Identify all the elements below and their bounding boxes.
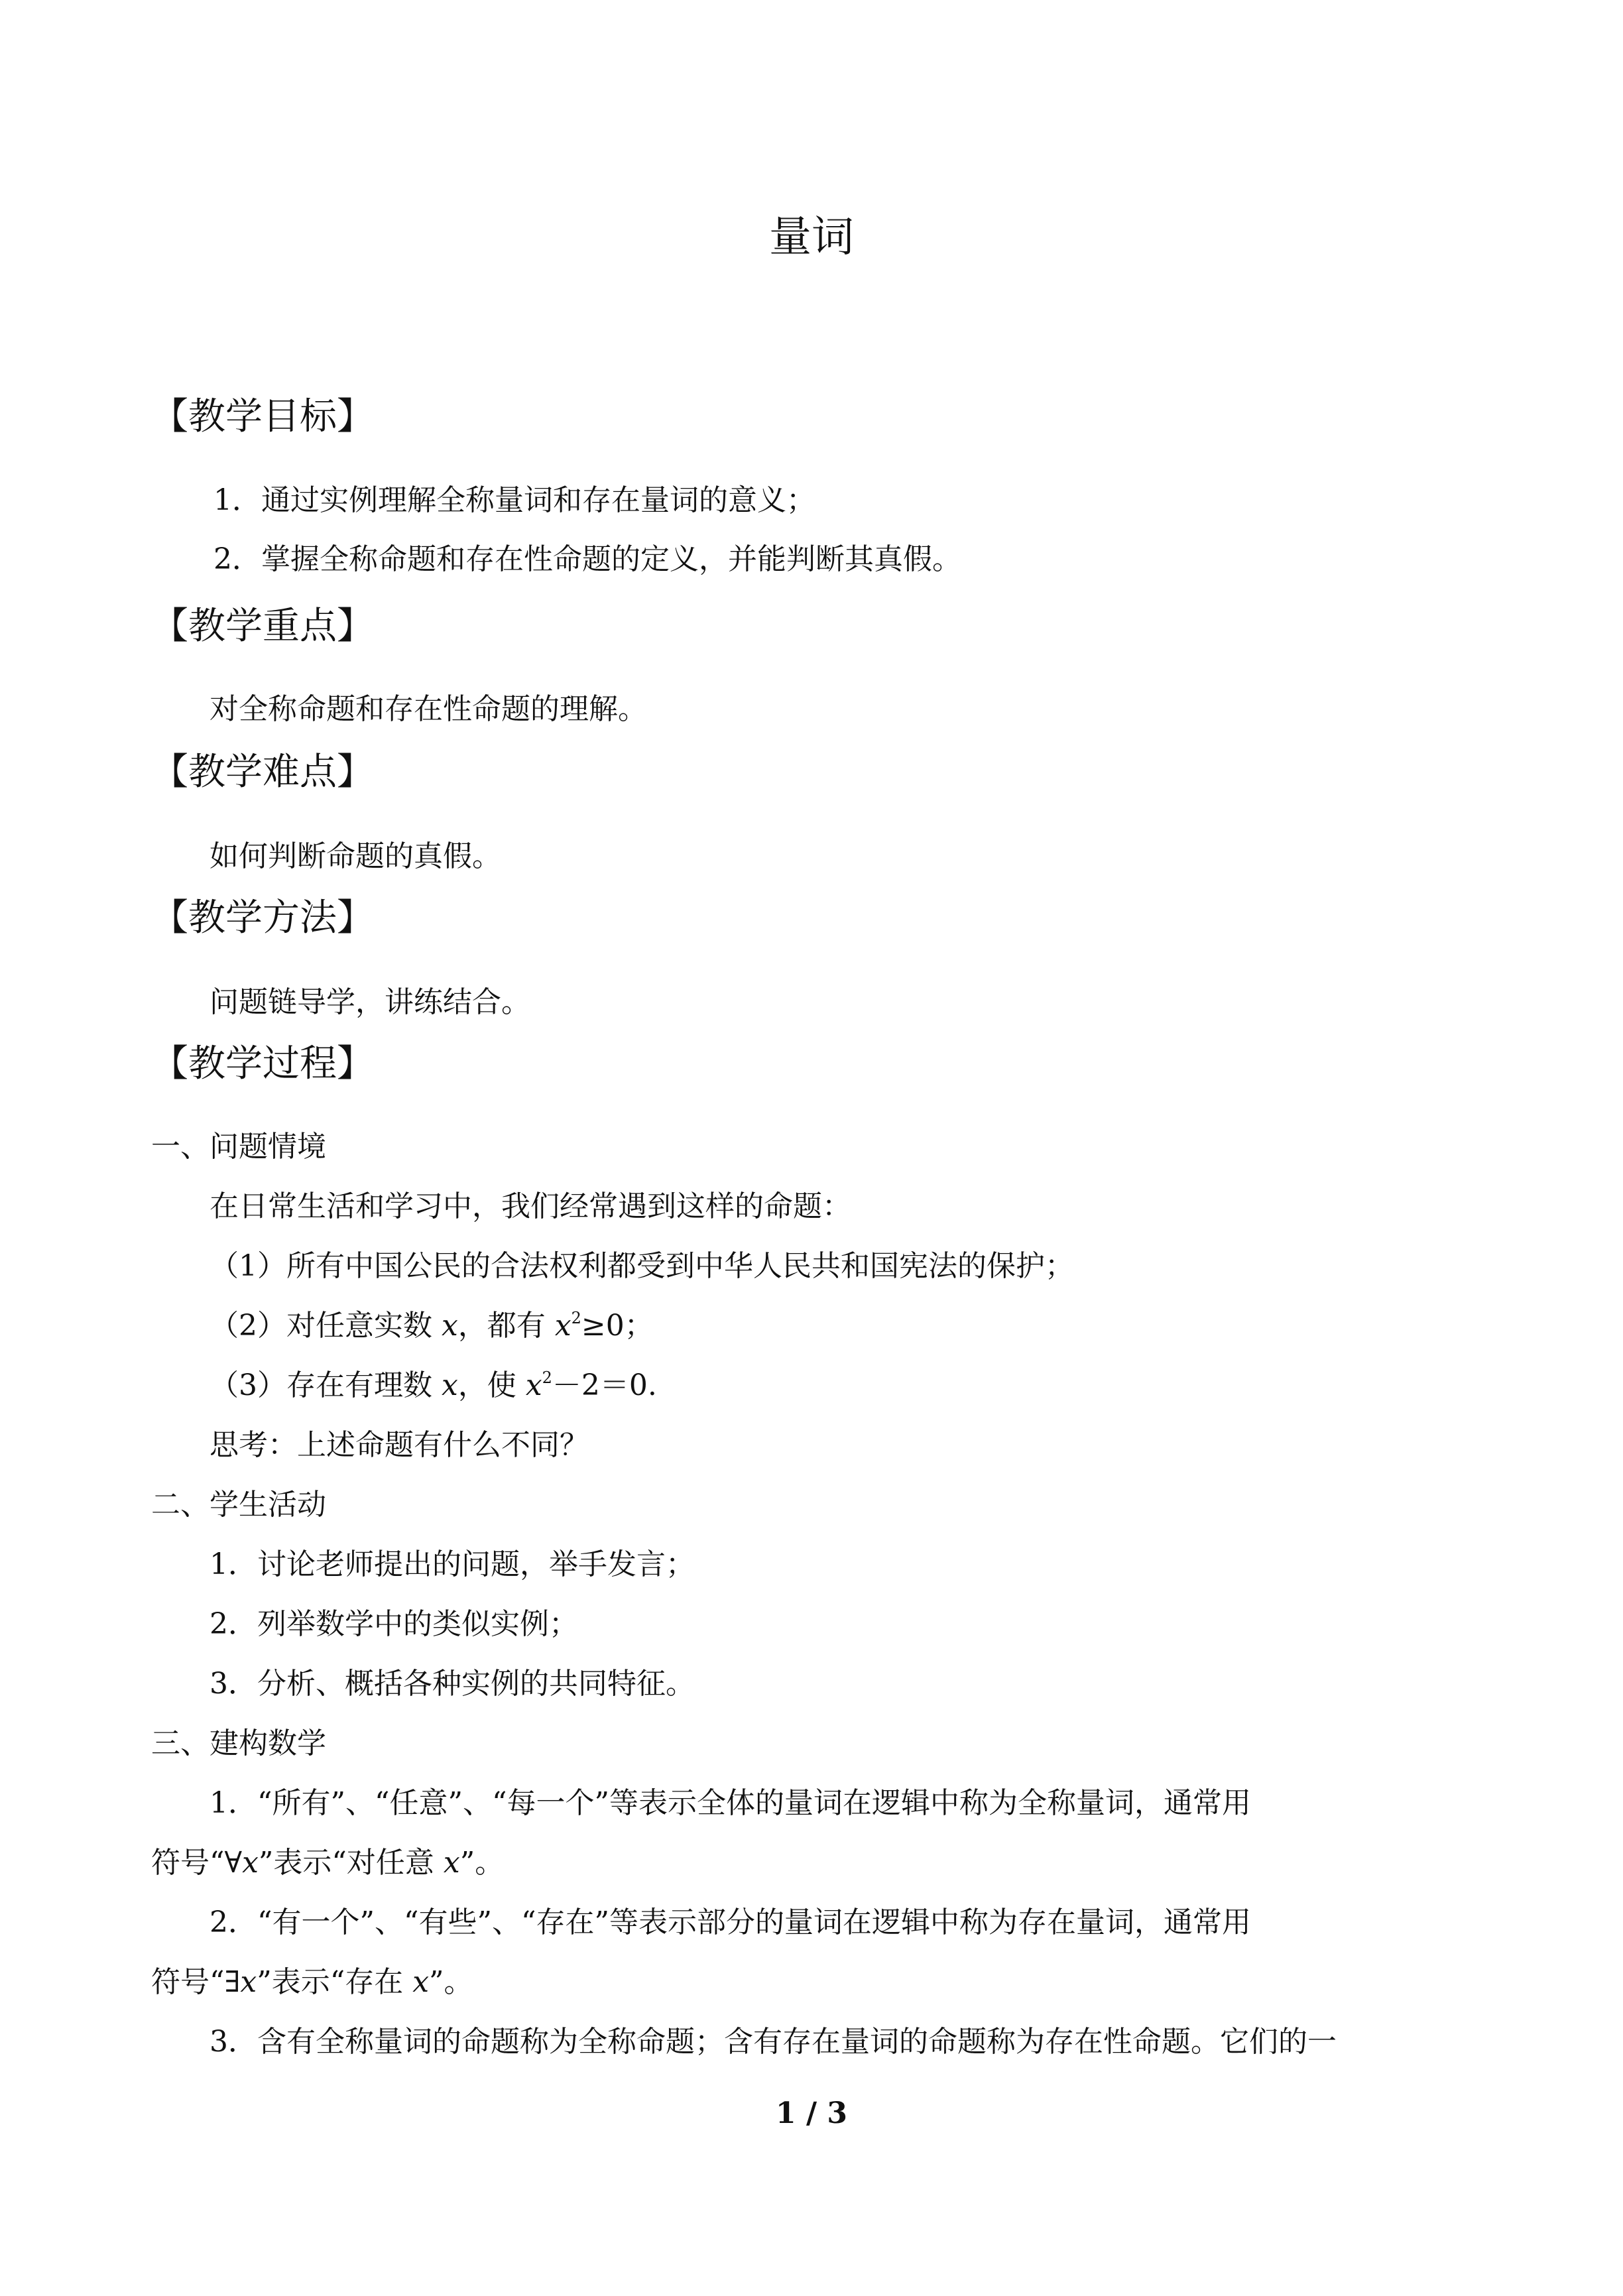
p2-line2-text-c: ”。 <box>429 1965 473 1999</box>
heading-methods: 【教学方法】 <box>151 896 374 939</box>
item2-text-b: ，都有 <box>457 1309 555 1343</box>
variable-x: x <box>443 1846 460 1880</box>
part3-p3-line1: 3．含有全称量词的命题称为全称命题；含有存在量词的命题称为存在性命题。它们的一 <box>210 2025 1337 2059</box>
item3-text-b: ，使 <box>457 1368 526 1402</box>
key-points-text: 对全称命题和存在性命题的理解。 <box>210 692 647 726</box>
p1-line2-text-b: ”表示“对任意 <box>258 1846 444 1880</box>
variable-x: x <box>242 1846 259 1880</box>
part2-item-3: 3．分析、概括各种实例的共同特征。 <box>210 1667 695 1701</box>
part1-intro: 在日常生活和学习中，我们经常遇到这样的命题： <box>210 1189 851 1223</box>
p1-line2-text-a: 符号“∀ <box>151 1846 243 1880</box>
variable-x: x <box>240 1965 257 1999</box>
variable-x: x <box>412 1965 430 1999</box>
objective-item-2: 2．掌握全称命题和存在性命题的定义，并能判断其真假。 <box>213 542 961 576</box>
variable-x: x <box>554 1309 571 1343</box>
heading-process: 【教学过程】 <box>151 1042 374 1085</box>
page-number: 1 / 3 <box>776 2096 847 2130</box>
part1-title: 一、问题情境 <box>151 1130 326 1164</box>
p2-line2-text-a: 符号“∃ <box>151 1965 241 1999</box>
variable-x: x <box>441 1368 458 1402</box>
p1-line2-text-c: ”。 <box>459 1846 505 1880</box>
variable-x: x <box>525 1368 542 1402</box>
part2-item-2: 2．列举数学中的类似实例； <box>210 1607 578 1641</box>
p2-line2-text-b: ”表示“存在 <box>257 1965 413 1999</box>
variable-x: x <box>441 1309 458 1343</box>
heading-key-points: 【教学重点】 <box>151 605 374 648</box>
item2-text-c: ≥0； <box>581 1309 654 1343</box>
part3-p2-line1: 2．“有一个”、“有些”、“存在”等表示部分的量词在逻辑中称为存在量词，通常用 <box>210 1905 1251 1939</box>
part1-item-2 <box>210 1306 654 1346</box>
heading-difficulties: 【教学难点】 <box>151 751 374 794</box>
objective-item-1: 1．通过实例理解全称量词和存在量词的意义； <box>213 483 815 517</box>
methods-text: 问题链导学，讲练结合。 <box>210 985 530 1019</box>
exponent: 2 <box>571 1309 581 1327</box>
item3-text-a: （3）存在有理数 <box>210 1368 442 1402</box>
difficulties-text: 如何判断命题的真假。 <box>210 839 501 873</box>
part3-title: 三、建构数学 <box>151 1726 326 1760</box>
part2-item-1: 1．讨论老师提出的问题，举手发言； <box>210 1547 695 1581</box>
part1-item-1: （1）所有中国公民的合法权利都受到中华人民共和国宪法的保护； <box>210 1249 1074 1283</box>
part1-question: 思考：上述命题有什么不同？ <box>210 1428 589 1462</box>
part1-item-3 <box>210 1366 657 1406</box>
heading-objectives: 【教学目标】 <box>151 395 374 438</box>
exponent: 2 <box>542 1368 552 1387</box>
part3-p1-line2 <box>151 1843 504 1883</box>
item2-text-a: （2）对任意实数 <box>210 1309 442 1343</box>
part3-p1-line1: 1．“所有”、“任意”、“每一个”等表示全体的量词在逻辑中称为全称量词，通常用 <box>210 1786 1251 1820</box>
part3-p2-line2 <box>151 1963 473 2002</box>
page-title: 量词 <box>769 213 854 262</box>
item3-text-c: －2＝0. <box>552 1368 657 1402</box>
part2-title: 二、学生活动 <box>151 1488 326 1522</box>
